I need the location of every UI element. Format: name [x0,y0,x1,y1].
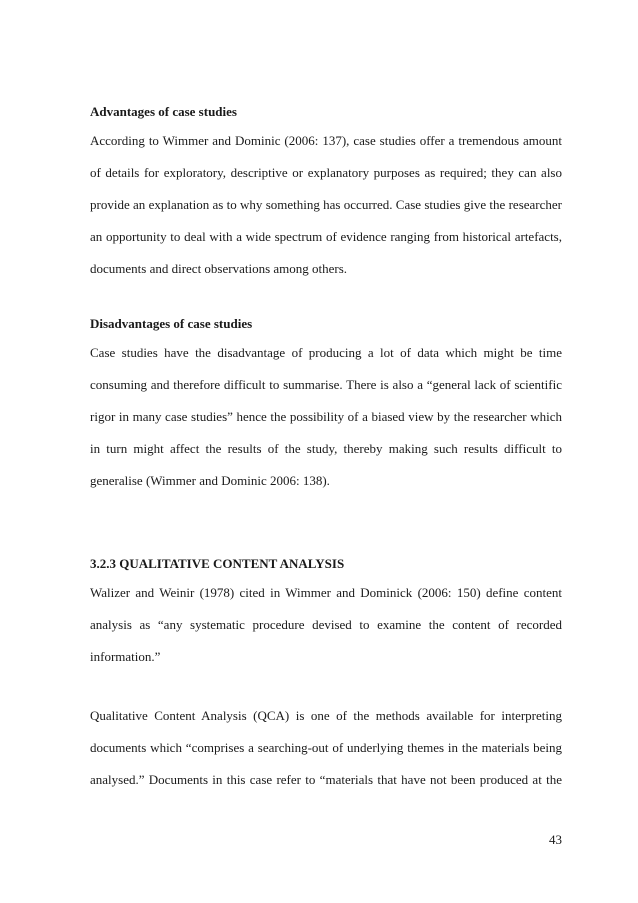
paragraph-line: analysis as “any systematic procedure devised to examine the content of recorded [90,617,562,632]
section-heading-advantages: Advantages of case studies [90,104,237,119]
paragraph-line: documents and direct observations among others. [90,261,348,276]
page-number: 43 [549,832,562,847]
paragraph-line: an opportunity to deal with a wide spectrum of evidence ranging from historical artefacts, [90,229,562,244]
paragraph-line: in turn might affect the results of the study, thereby making such results difficult to [90,441,562,456]
paragraph-line: generalise (Wimmer and Dominic 2006: 138). [90,473,330,488]
paragraph-line: Case studies have the disadvantage of producing a lot of data which might be time [90,345,562,360]
section-heading-qca: 3.2.3 QUALITATIVE CONTENT ANALYSIS [90,556,345,571]
paragraph-line: documents which “comprises a searching-out of underlying themes in the materials being [90,740,562,755]
section-heading-disadvantages: Disadvantages of case studies [90,316,253,331]
paragraph-line: According to Wimmer and Dominic (2006: 137), case studies offer a tremendous amount [90,133,562,148]
paragraph-line: Qualitative Content Analysis (QCA) is one of the methods available for interpreting [90,708,562,723]
paragraph-line: consuming and therefore difficult to summarise. There is also a “general lack of scientific [90,377,562,392]
paragraph-line: Walizer and Weinir (1978) cited in Wimmer and Dominick (2006: 150) define content [90,585,562,600]
paragraph-line: provide an explanation as to why something has occurred. Case studies give the researcher [90,197,562,212]
paragraph-line: analysed.” Documents in this case refer to “materials that have not been produced at the [90,772,562,787]
paragraph-line: of details for exploratory, descriptive or explanatory purposes as required; they can also [90,165,562,180]
paragraph-line: information.” [90,649,161,664]
paragraph-line: rigor in many case studies” hence the possibility of a biased view by the researcher which [90,409,562,424]
